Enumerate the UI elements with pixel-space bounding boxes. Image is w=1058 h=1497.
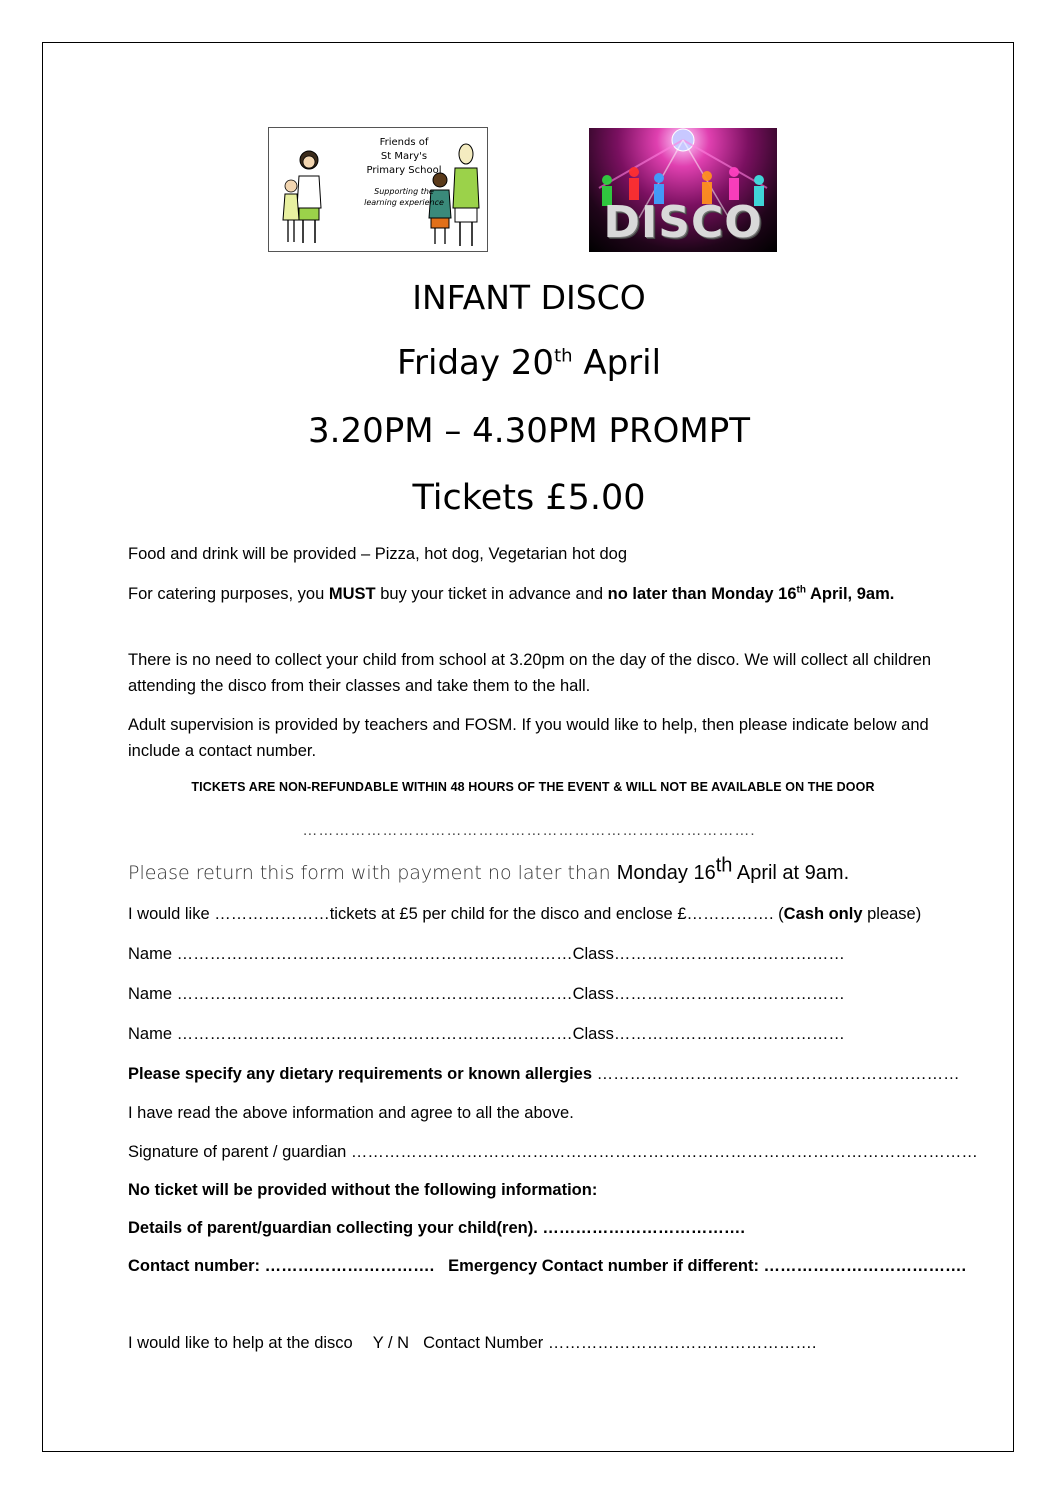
event-date (0, 343, 1058, 383)
ticket-price: Tickets £5.00 (412, 478, 646, 518)
fosm-tagline1: Supporting the (374, 187, 434, 196)
collection-info: There is no need to collect your child from school at 3.20pm on the day of the disco. We will collect all children attending the disco from their classes and take them to the hall. (128, 651, 932, 695)
catering-deadline-2: April, 9am. (806, 585, 895, 603)
disco-logo-word: DISCO (603, 197, 763, 248)
tickets-line-text: I would like …………………tickets at £5 per child for the disco and enclose £……………. ( (128, 905, 784, 923)
name-class-row-1: Name ………………………………………………………………Class…………………………………… (128, 945, 845, 963)
event-title: INFANT DISCO (412, 278, 646, 317)
collector-details-line: Details of parent/guardian collecting your child(ren). ………………………………. (128, 1219, 745, 1237)
dietary-line (128, 1065, 958, 1084)
dietary-label: Please specify any dietary requirements or known allergies (128, 1065, 593, 1083)
event-time: 3.20PM – 4.30PM PROMPT (308, 411, 750, 451)
catering-deadline: no later than Monday 16 (607, 585, 797, 603)
cash-only: Cash only (783, 905, 863, 923)
catering-text-2: buy your ticket in advance and (375, 585, 608, 603)
disco-logo (589, 128, 777, 252)
refund-notice: TICKETS ARE NON-REFUNDABLE WITHIN 48 HOURS OF THE EVENT & WILL NOT BE AVAILABLE ON THE DOOR (191, 780, 875, 794)
contact-line (128, 1257, 967, 1276)
event-date-pre: Friday 20 (396, 343, 555, 383)
return-deadline-pre: Monday 16 (616, 862, 716, 884)
dietary-dots: ………………………………………………………… (592, 1065, 960, 1083)
fosm-line3: Primary School (366, 165, 442, 176)
name-class-row-2: Name ………………………………………………………………Class…………………………………… (128, 985, 845, 1003)
emergency-contact: Emergency Contact number if different: ………………………………. (448, 1257, 967, 1275)
catering-info (128, 581, 938, 607)
return-deadline-sup: th (715, 854, 733, 877)
catering-text-1: For catering purposes, you (128, 585, 329, 603)
fosm-tagline2: learning experience (364, 198, 444, 207)
help-contact-number: Contact Number …………………………………………. (423, 1334, 817, 1352)
agreement-statement: I have read the above information and agree to all the above. (128, 1104, 574, 1122)
fosm-logo-text (349, 136, 459, 208)
return-text: Please return this form with payment no later than (128, 862, 617, 884)
fosm-line1: Friends of (379, 137, 429, 148)
return-deadline-post: April at 9am. (732, 862, 850, 884)
catering-must: MUST (328, 585, 376, 603)
event-date-post: April (572, 343, 662, 383)
cut-line: …………………………………………………………………………. (302, 822, 756, 839)
signature-line: Signature of parent / guardian …………………………………………………………………………………………………… (128, 1143, 978, 1161)
tickets-quantity-line (128, 905, 958, 924)
help-label: I would like to help at the disco (128, 1334, 353, 1352)
name-class-row-3: Name ………………………………………………………………Class…………………………………… (128, 1025, 845, 1043)
fosm-logo (268, 127, 488, 252)
food-info: Food and drink will be provided – Pizza, hot dog, Vegetarian hot dog (128, 545, 627, 563)
required-info-notice: No ticket will be provided without the following information: (128, 1181, 598, 1199)
tickets-line-end: please) (862, 905, 922, 923)
contact-number: Contact number: …………………………. (128, 1257, 435, 1275)
help-line (128, 1334, 958, 1353)
return-instruction (128, 854, 988, 885)
help-yes-no: Y / N (372, 1334, 410, 1352)
catering-deadline-sup: th (796, 584, 806, 596)
fosm-line2: St Mary's (380, 151, 428, 162)
supervision-info: Adult supervision is provided by teachers and FOSM. If you would like to help, then please indicate below and include a contact number. (128, 716, 929, 760)
event-date-sup: th (554, 345, 573, 367)
